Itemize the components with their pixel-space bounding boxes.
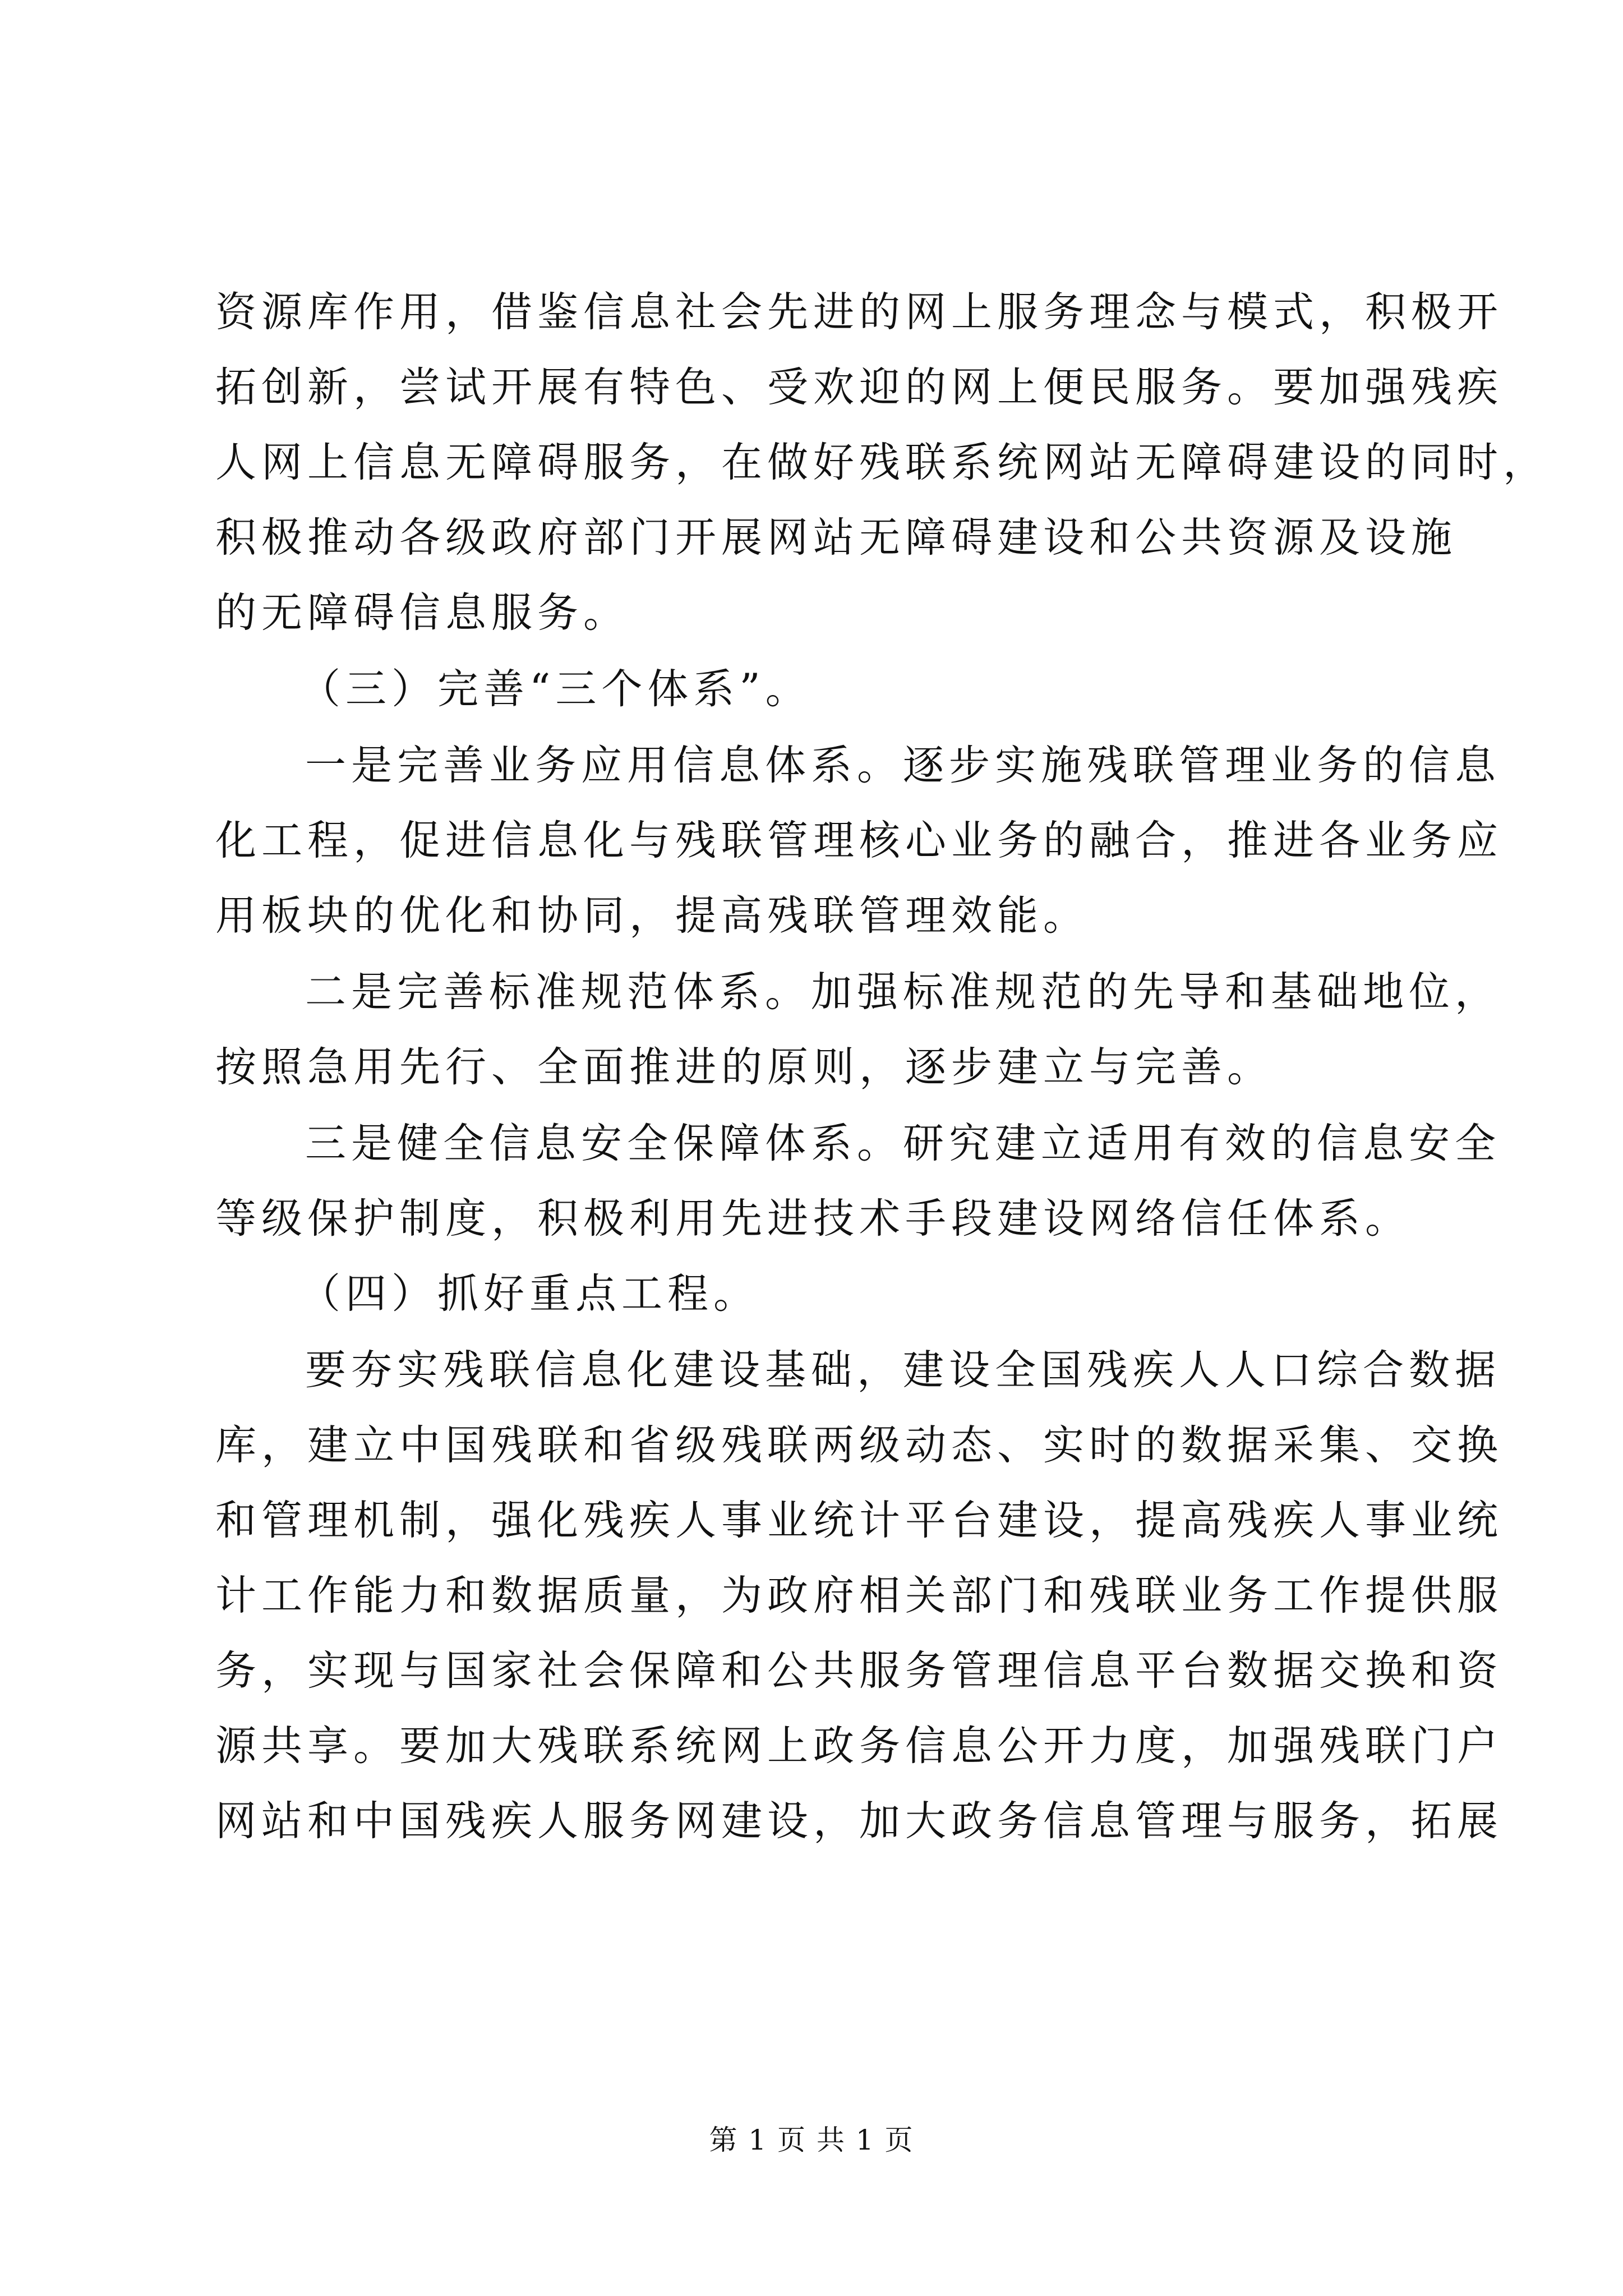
text-line: 的无障碍信息服务。 (215, 589, 629, 637)
text-line: 一是完善业务应用信息体系。逐步实施残联管理业务的信息 (305, 742, 1501, 789)
text-line: 要夯实残联信息化建设基础，建设全国残疾人人口综合数据 (305, 1346, 1501, 1394)
text-line: 按照急用先行、全面推进的原则，逐步建立与完善。 (215, 1043, 1273, 1091)
text-line: 资源库作用，借鉴信息社会先进的网上服务理念与模式，积极开 (215, 288, 1503, 336)
text-line: 库，建立中国残联和省级残联两级动态、实时的数据采集、交换 (215, 1421, 1503, 1469)
section-heading: （三）完善“三个体系”。 (299, 665, 811, 713)
text-line: 和管理机制，强化残疾人事业统计平台建设，提高残疾人事业统 (215, 1497, 1503, 1544)
text-line: 化工程，促进信息化与残联管理核心业务的融合，推进各业务应 (215, 817, 1503, 864)
text-line: 二是完善标准规范体系。加强标准规范的先导和基础地位， (305, 968, 1501, 1016)
section-heading: （四）抓好重点工程。 (299, 1270, 759, 1318)
text-line: 人网上信息无障碍服务，在做好残联系统网站无障碍建设的同时， (215, 439, 1549, 486)
text-line: 等级保护制度，积极利用先进技术手段建设网络信任体系。 (215, 1195, 1411, 1243)
text-line: 用板块的优化和协同，提高残联管理效能。 (215, 892, 1089, 940)
text-line: 三是健全信息安全保障体系。研究建立适用有效的信息安全 (305, 1120, 1501, 1167)
text-line: 积极推动各级政府部门开展网站无障碍建设和公共资源及设施 (215, 514, 1457, 562)
text-line: 计工作能力和数据质量，为政府相关部门和残联业务工作提供服 (215, 1572, 1503, 1619)
text-line: 源共享。要加大残联系统网上政务信息公开力度，加强残联门户 (215, 1722, 1503, 1770)
text-line: 网站和中国残疾人服务网建设，加大政务信息管理与服务，拓展 (215, 1797, 1503, 1845)
page-number-footer: 第 1 页 共 1 页 (709, 2124, 914, 2156)
text-line: 拓创新，尝试开展有特色、受欢迎的网上便民服务。要加强残疾 (215, 364, 1503, 411)
text-line: 务，实现与国家社会保障和公共服务管理信息平台数据交换和资 (215, 1647, 1503, 1695)
